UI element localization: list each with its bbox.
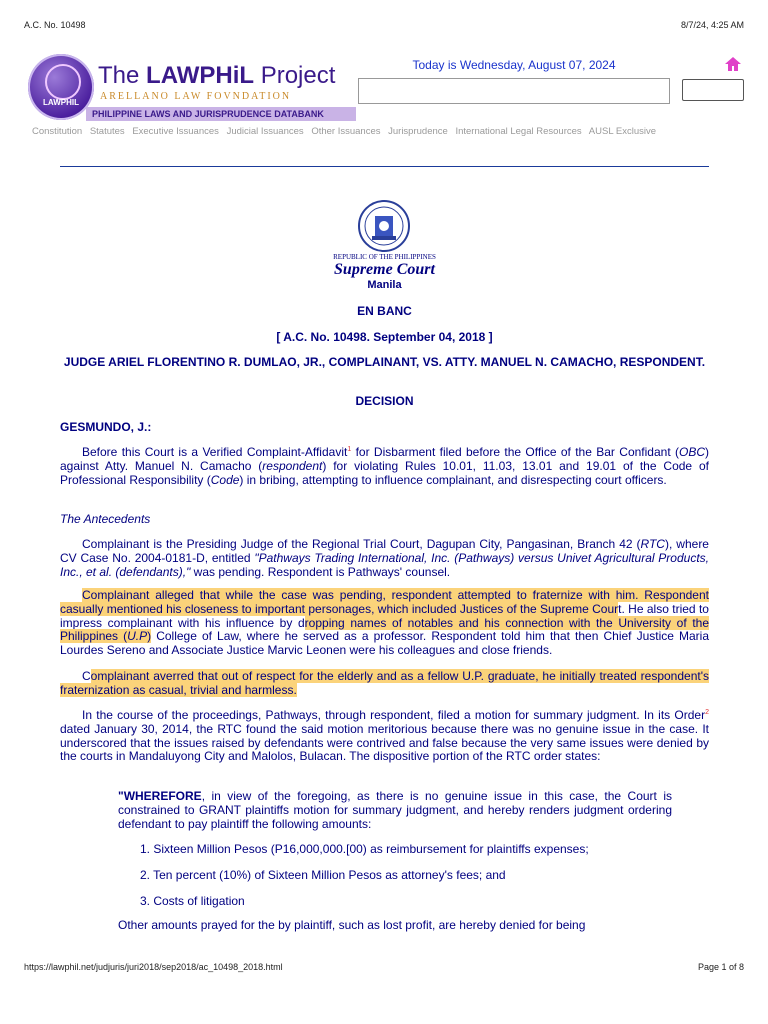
- nav-jurisprudence[interactable]: Jurisprudence: [388, 126, 448, 137]
- text-run: dated January 30, 2014, the RTC found the said motion meritorious because there was no genuine issue in the case. It underscored that the issues raised by defendants were contrived and false because the very same issues were denied by the courts in Mandaluyong City and Malolos, Bulacan. The dispositive portion of the RTC order states:: [60, 721, 709, 764]
- document-type: DECISION: [355, 394, 414, 408]
- list-item: 3. Costs of litigation: [140, 894, 245, 908]
- search-button[interactable]: [682, 79, 744, 101]
- text-run: , in view of the foregoing, as there is no genuine issue in this case, the Court is constrained to GRANT plaintiffs motion for summary judgment, and hereby renders judgment ordering defendant to pay plaintiff the following amounts:: [118, 789, 672, 831]
- lawphil-logo[interactable]: [28, 54, 94, 120]
- footnote-1-link[interactable]: 1: [347, 446, 352, 453]
- text-run: Other amounts prayed for the by plaintiff, such as lost profit, are hereby denied for being: [118, 918, 586, 932]
- print-footer-url: https://lawphil.net/judjuris/juri2018/sep2018/ac_10498_2018.html: [24, 962, 283, 972]
- ponente: GESMUNDO, J.:: [60, 420, 152, 434]
- paragraph-3: [60, 589, 709, 658]
- scales-of-justice-icon: [45, 64, 81, 100]
- site-subtitle: ARELLANO LAW FOVNDATION: [100, 91, 292, 102]
- text-run: was pending. Respondent is Pathways' counsel.: [190, 564, 451, 579]
- text-run: Complainant is the Presiding Judge of the Regional Trial Court, Dagupan City, Pangasinan, Branch 42 (: [82, 537, 641, 551]
- nav-international-legal-resources[interactable]: International Legal Resources: [455, 126, 582, 137]
- section-heading-text: The Antecedents: [60, 512, 151, 526]
- division-label: EN BANC: [357, 304, 412, 318]
- case-title-italic: "Pathways Trading International, Inc. (Pathways) versus Univet Agricultural Products, Inc., et al. (defendants),": [60, 550, 709, 579]
- logo-label: LAWPHIL: [43, 98, 79, 107]
- paragraph-2: [60, 538, 709, 579]
- text-run: In the course of the proceedings, Pathways, through respondent, filed a motion for summary judgment. In its Order: [82, 708, 706, 722]
- quoted-dispositive: [118, 790, 672, 831]
- paragraph-5: [60, 709, 709, 764]
- case-number: [ A.C. No. 10498. September 04, 2018 ]: [276, 330, 493, 344]
- home-icon[interactable]: [724, 56, 742, 72]
- text-run: Before this Court is a Verified Complaint-Affidavit: [82, 445, 348, 459]
- search-input[interactable]: [358, 78, 670, 104]
- highlighted-text: ropping names of notables and his connection with the University of the Philippines (: [60, 615, 710, 644]
- quote-continuation: [118, 919, 672, 933]
- highlighted-text: omplainant averred that out of respect for the elderly and as a fellow U.P. graduate, he initially treated respondent's fraternization as casual, trivial and harmless.: [60, 669, 709, 697]
- text-run: ) for violating Rules 10.01, 11.03, 13.01 and 19.01 of the Code of Professional Responsibility (: [60, 458, 709, 487]
- text-italic: respondent: [262, 458, 323, 473]
- text-italic: RTC: [640, 537, 665, 551]
- text-run: ) in bribing, attempting to influence complainant, and disrespecting court officers.: [239, 472, 667, 487]
- today-date: Today is Wednesday, August 07, 2024: [412, 58, 616, 72]
- list-item: 2. Ten percent (10%) of Sixteen Million Pesos as attorney's fees; and: [140, 868, 506, 882]
- nav-other-issuances[interactable]: Other Issuances: [311, 126, 381, 137]
- site-title-suffix: Project: [254, 62, 336, 89]
- text-run: for Disbarment filed before the Office of the Bar Confidant (: [351, 445, 679, 459]
- text-italic: OBC: [679, 445, 706, 459]
- paragraph-4: [60, 670, 709, 698]
- highlighted-text: Complainant alleged that while the case was pending, respondent attempted to fraternize with him. Respondent casually mentioned his closeness to important personages, which included Justices of the Supreme Cour: [60, 588, 709, 616]
- nav-ausl-exclusive[interactable]: AUSL Exclusive: [588, 126, 657, 137]
- highlighted-italic: U.P: [127, 629, 148, 644]
- text-run: C: [82, 669, 91, 683]
- site-title[interactable]: [98, 62, 335, 90]
- header-divider: [60, 166, 709, 167]
- text-italic: Code: [210, 472, 240, 487]
- nav-statutes[interactable]: Statutes: [89, 126, 125, 137]
- republic-label: REPUBLIC OF THE PHILIPPINES: [333, 253, 436, 261]
- list-item: 1. Sixteen Million Pesos (P16,000,000.[00) as reimbursement for plaintiffs expenses;: [140, 842, 589, 856]
- site-tagline-bar: PHILIPPINE LAWS AND JURISPRUDENCE DATABANK: [86, 107, 356, 121]
- footnote-2-link[interactable]: 2: [705, 709, 709, 716]
- nav-constitution[interactable]: Constitution: [32, 126, 83, 137]
- text-run: ), where CV Case No. 2004-0181-D, entitled: [60, 537, 709, 565]
- site-title-prefix: The: [98, 62, 147, 89]
- highlighted-text: ): [147, 629, 152, 644]
- main-nav: [32, 126, 661, 137]
- supreme-court-seal-icon: [358, 200, 410, 252]
- text-run: ) against Atty. Manuel N. Camacho (: [60, 445, 710, 473]
- print-footer-page: Page 1 of 8: [697, 962, 744, 972]
- paragraph-1: [60, 446, 709, 487]
- site-title-main: LAWPHiL: [146, 62, 255, 89]
- nav-judicial-issuances[interactable]: Judicial Issuances: [226, 126, 304, 137]
- nav-executive-issuances[interactable]: Executive Issuances: [132, 126, 219, 137]
- court-city: Manila: [367, 279, 402, 291]
- court-name: Supreme Court: [334, 261, 435, 278]
- section-heading-antecedents: [60, 513, 709, 527]
- print-header-title: A.C. No. 10498: [24, 20, 86, 30]
- case-caption: JUDGE ARIEL FLORENTINO R. DUMLAO, JR., COMPLAINANT, VS. ATTY. MANUEL N. CAMACHO, RESPONDENT.: [63, 355, 706, 369]
- text-run: College of Law, where he served as a professor. Respondent told him that then Chief Justice Maria Lourdes Sereno and Associate Justice Marvic Leonen were his colleagues and close friends.: [60, 629, 709, 658]
- quote-bold: "WHEREFORE: [118, 789, 202, 803]
- text-run: t. He also tried to impress complainant with his influence by d: [60, 601, 709, 630]
- print-header-datetime: 8/7/24, 4:25 AM: [680, 20, 744, 30]
